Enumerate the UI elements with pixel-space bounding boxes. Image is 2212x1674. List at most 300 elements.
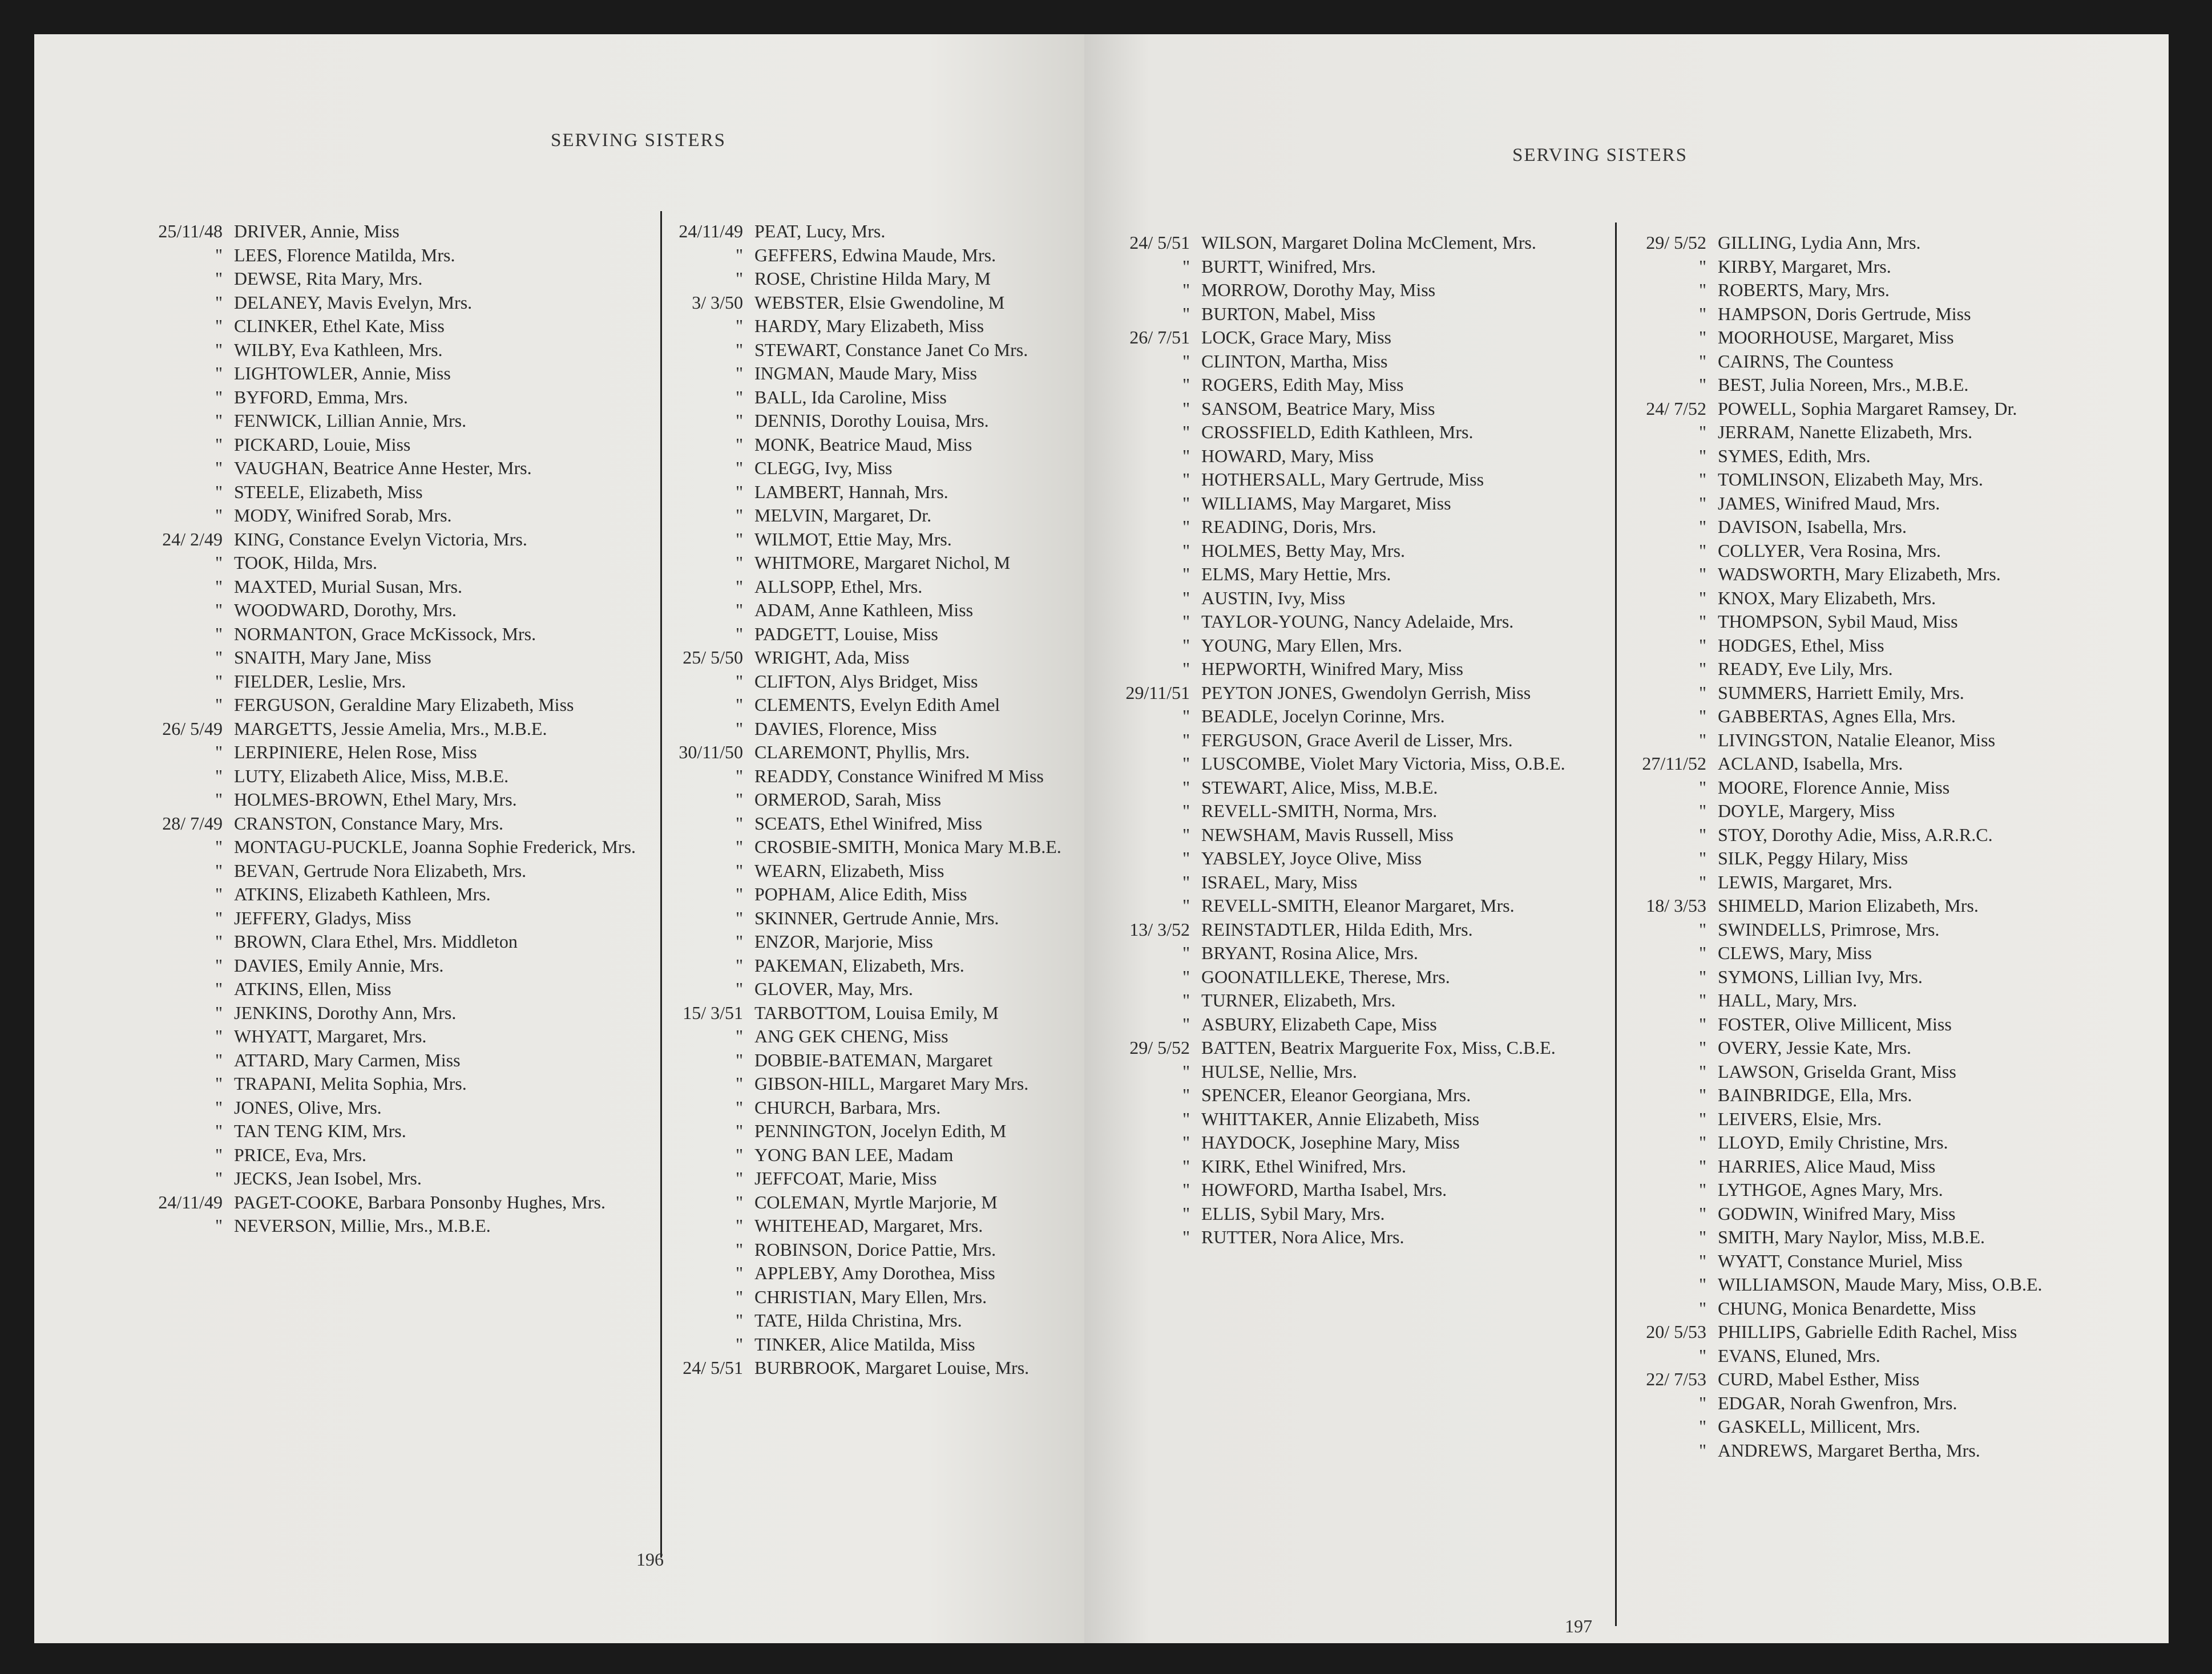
list-item [646,812,1084,836]
entry-date: " [1698,1037,1706,1058]
entry-name: JEFFERY, Gladys, Miss [234,907,411,928]
entry-name: BAINBRIDGE, Ella, Mrs. [1718,1085,1912,1105]
entry-date: 24/ 7/52 [1646,398,1706,419]
entry-date: " [735,955,743,976]
entry-name: RUTTER, Nora Alice, Mrs. [1201,1227,1404,1247]
list-item [1609,420,2163,444]
entry-name: PEAT, Lucy, Mrs. [754,221,886,241]
entry-date: " [735,600,743,620]
entry-name: TRAPANI, Melita Sophia, Mrs. [234,1073,467,1094]
list-item [126,599,691,622]
list-item [1093,1202,1624,1226]
entry-name: ENZOR, Marjorie, Miss [754,931,933,952]
entry-name: MOORHOUSE, Margaret, Miss [1718,327,1954,347]
entry-date: " [215,339,223,360]
list-item [1093,847,1624,871]
list-item [646,528,1084,552]
list-item [1609,752,2163,776]
entry-date: " [1182,469,1190,490]
list-item [1609,1107,2163,1131]
entry-date: 27/11/52 [1642,753,1706,774]
list-item [126,551,691,575]
entry-date: " [215,1073,223,1094]
entry-date: " [215,1215,223,1236]
entry-date: " [735,268,743,289]
entry-date: " [735,931,743,952]
entry-name: ROBINSON, Dorice Pattie, Mrs. [754,1239,996,1260]
list-item [1093,1083,1624,1107]
entry-name: CROSSFIELD, Edith Kathleen, Mrs. [1201,422,1474,442]
entry-date: " [735,836,743,857]
entry-date: " [215,884,223,904]
entry-date: " [1698,469,1706,490]
entry-name: GOONATILLEKE, Therese, Mrs. [1201,966,1450,987]
list-item [1609,1392,2163,1416]
entry-date: " [1182,800,1190,821]
entry-date: " [215,458,223,478]
entry-date: " [215,434,223,455]
list-item [1609,847,2163,871]
list-item [126,1143,691,1167]
entry-date: " [1698,706,1706,726]
entry-date: " [215,386,223,407]
list-item [1093,657,1624,681]
entry-name: COLLYER, Vera Rosina, Mrs. [1718,540,1941,561]
list-item [1093,776,1624,800]
list-item [1093,1178,1624,1202]
entry-date: " [735,884,743,904]
list-item [646,314,1084,338]
entry-date: " [1698,658,1706,679]
entry-name: GASKELL, Millicent, Mrs. [1718,1416,1920,1437]
entry-name: HAYDOCK, Josephine Mary, Miss [1201,1132,1460,1153]
entry-name: GABBERTAS, Agnes Ella, Mrs. [1718,706,1956,726]
entry-date: 20/ 5/53 [1646,1321,1706,1342]
entry-date: " [215,931,223,952]
entry-date: " [215,410,223,431]
entry-date: " [1182,303,1190,324]
entry-name: JENKINS, Dorothy Ann, Mrs. [234,1002,457,1023]
entry-name: MARGETTS, Jessie Amelia, Mrs., M.B.E. [234,718,547,739]
entry-name: PHILLIPS, Gabrielle Edith Rachel, Miss [1718,1321,2017,1342]
entry-name: READING, Doris, Mrs. [1201,516,1377,537]
list-item [1609,255,2163,279]
entry-name: LAMBERT, Hannah, Mrs. [754,481,948,502]
list-item [646,433,1084,457]
entry-name: TINKER, Alice Matilda, Miss [754,1333,975,1354]
list-item [1609,1344,2163,1368]
entry-date: " [1698,422,1706,442]
entry-name: LERPINIERE, Helen Rose, Miss [234,742,477,762]
list-item [1093,515,1624,539]
list-item [1093,1036,1624,1060]
list-item [126,765,691,789]
entry-name: COLEMAN, Myrtle Marjorie, M [754,1191,998,1212]
entry-name: STEWART, Alice, Miss, M.B.E. [1201,777,1438,798]
list-item [646,1096,1084,1120]
entry-name: SUMMERS, Harriett Emily, Mrs. [1718,682,1964,703]
entry-date: " [735,907,743,928]
entry-name: CLINTON, Martha, Miss [1201,350,1388,371]
list-item [1609,231,2163,255]
entry-name: PAGET-COOKE, Barbara Ponsonby Hughes, Mrs. [234,1191,606,1212]
entry-date: " [735,1310,743,1331]
entry-date: " [1182,374,1190,395]
list-item [1093,941,1624,965]
list-item [1609,1202,2163,1226]
entry-date: " [1698,800,1706,821]
list-item [1609,1250,2163,1273]
entry-date: " [1182,966,1190,987]
entry-name: JECKS, Jean Isobel, Mrs. [234,1168,422,1188]
list-item [1609,657,2163,681]
entry-name: REVELL-SMITH, Eleanor Margaret, Mrs. [1201,895,1515,916]
entry-date: " [735,1121,743,1141]
entry-name: FOSTER, Olive Millicent, Miss [1718,1013,1952,1034]
list-item [1609,1131,2163,1155]
entry-date: " [1182,871,1190,892]
list-item [1093,681,1624,705]
list-item [1609,444,2163,468]
list-item [126,1191,691,1215]
entry-name: POPHAM, Alice Edith, Miss [754,884,967,904]
entry-name: REVELL-SMITH, Norma, Mrs. [1201,800,1438,821]
list-item [646,1238,1084,1262]
entry-name: OVERY, Jessie Kate, Mrs. [1718,1037,1911,1058]
list-item [1093,444,1624,468]
entry-date: " [215,505,223,525]
entry-name: MELVIN, Margaret, Dr. [754,505,932,525]
entry-date: " [1698,564,1706,584]
entry-date: " [735,812,743,834]
list-item [1093,350,1624,374]
entry-name: WILBY, Eva Kathleen, Mrs. [234,339,443,360]
entry-name: DRIVER, Annie, Miss [234,221,399,241]
list-item [126,504,691,528]
entry-date: " [735,481,743,502]
entry-date: " [1698,1108,1706,1129]
list-item [646,1025,1084,1049]
entry-date: " [1182,1108,1190,1129]
entry-name: CRANSTON, Constance Mary, Mrs. [234,812,503,834]
list-item [1609,278,2163,302]
list-item [1609,492,2163,516]
entry-date: " [1698,1440,1706,1461]
entry-date: " [1698,966,1706,987]
list-item [1093,965,1624,989]
list-item [646,1309,1084,1333]
entry-name: WRIGHT, Ada, Miss [754,647,910,668]
entry-date: " [1698,280,1706,300]
list-item [1609,563,2163,587]
entry-name: DELANEY, Mavis Evelyn, Mrs. [234,292,473,313]
entry-name: GODWIN, Winifred Mary, Miss [1718,1203,1956,1224]
entry-name: INGMAN, Maude Mary, Miss [754,363,977,383]
entry-date: " [1182,943,1190,963]
list-item [1609,515,2163,539]
entry-date: " [215,907,223,928]
entry-name: AUSTIN, Ivy, Miss [1201,587,1346,608]
entry-name: ATKINS, Ellen, Miss [234,978,391,999]
list-item [126,1072,691,1096]
entry-name: LOCK, Grace Mary, Miss [1201,327,1391,347]
entry-name: ASBURY, Elizabeth Cape, Miss [1201,1013,1437,1034]
entry-date: 18/ 3/53 [1646,895,1706,916]
entry-date: " [215,860,223,881]
entry-name: NEWSHAM, Mavis Russell, Miss [1201,824,1454,845]
list-item [646,1333,1084,1357]
entry-date: " [1182,540,1190,561]
list-item [646,220,1084,244]
list-item [1609,1368,2163,1392]
entry-date: 24/11/49 [158,1191,223,1212]
list-item [126,812,691,836]
entry-name: TATE, Hilda Christina, Mrs. [754,1310,962,1331]
list-item [1093,610,1624,634]
entry-date: " [1698,1250,1706,1271]
entry-name: FENWICK, Lillian Annie, Mrs. [234,410,467,431]
entry-date: " [1698,990,1706,1010]
list-item [126,220,691,244]
entry-name: LEES, Florence Matilda, Mrs. [234,244,455,265]
entry-date: " [1698,1061,1706,1082]
entry-date: " [735,552,743,573]
list-item [1093,1226,1624,1250]
list-item [126,1025,691,1049]
entry-name: CHUNG, Monica Benardette, Miss [1718,1297,1976,1319]
entry-date: " [735,434,743,455]
entry-date: " [1182,1013,1190,1034]
entry-date: " [215,1049,223,1070]
list-item [646,575,1084,599]
entry-date: " [215,789,223,810]
entry-name: BEST, Julia Noreen, Mrs., M.B.E. [1718,374,1969,395]
entry-name: GEFFERS, Edwina Maude, Mrs. [754,244,996,265]
list-item [126,409,691,433]
list-item [646,456,1084,480]
list-item [646,267,1084,291]
entry-name: ROBERTS, Mary, Mrs. [1718,280,1890,300]
list-item [1093,468,1624,492]
entry-date: " [1182,1203,1190,1224]
entry-name: LYTHGOE, Agnes Mary, Mrs. [1718,1179,1943,1200]
entries-column [126,220,691,1552]
entry-date: " [1698,540,1706,561]
entry-date: " [1182,658,1190,679]
entry-name: PAKEMAN, Elizabeth, Mrs. [754,955,964,976]
entry-name: HULSE, Nellie, Mrs. [1201,1061,1357,1082]
entry-date: " [735,410,743,431]
list-item [646,386,1084,410]
list-item [1609,587,2163,610]
list-item [1093,1060,1624,1084]
entry-date: " [735,1191,743,1212]
list-item [646,1191,1084,1215]
entry-date: " [735,694,743,715]
entry-name: WEARN, Elizabeth, Miss [754,860,944,881]
entry-name: CLEWS, Mary, Miss [1718,943,1872,963]
entry-date: 29/ 5/52 [1129,1037,1190,1058]
entry-name: SKINNER, Gertrude Annie, Mrs. [754,907,999,928]
entry-name: BURBROOK, Margaret Louise, Mrs. [754,1357,1030,1378]
list-item [1609,918,2163,942]
list-item [126,480,691,504]
list-item [1609,468,2163,492]
list-item [126,835,691,859]
entry-date: " [1698,1274,1706,1295]
entry-name: HEPWORTH, Winifred Mary, Miss [1201,658,1463,679]
entry-date: " [215,1097,223,1118]
entry-name: VAUGHAN, Beatrice Anne Hester, Mrs. [234,458,532,478]
entry-name: CLIFTON, Alys Bridget, Miss [754,670,978,692]
entry-date: " [215,765,223,786]
list-item [126,291,691,315]
entry-date: " [1182,848,1190,868]
list-item [1093,1013,1624,1037]
list-item [646,1214,1084,1238]
entry-name: ALLSOPP, Ethel, Mrs. [754,576,923,597]
entry-date: " [1182,1085,1190,1105]
entry-name: SPENCER, Eleanor Georgiana, Mrs. [1201,1085,1471,1105]
entry-name: PENNINGTON, Jocelyn Edith, M [754,1121,1007,1141]
list-item [126,575,691,599]
list-item [1093,278,1624,302]
list-item [126,717,691,741]
entry-name: WHITMORE, Margaret Nichol, M [754,552,1011,573]
entry-date: " [215,1002,223,1023]
list-item [126,1096,691,1120]
entry-date: " [1182,516,1190,537]
list-item [646,977,1084,1001]
list-item [1609,397,2163,421]
entry-date: " [215,481,223,502]
list-item [1093,326,1624,350]
entry-name: MOORE, Florence Annie, Miss [1718,777,1950,798]
list-item [646,1356,1084,1380]
list-item [126,362,691,386]
entry-name: HOTHERSALL, Mary Gertrude, Miss [1201,469,1484,490]
entry-date: " [215,647,223,668]
entry-date: " [1698,1155,1706,1176]
entry-date: " [215,552,223,573]
entry-name: WHITEHEAD, Margaret, Mrs. [754,1215,983,1236]
entry-name: PADGETT, Louise, Miss [754,623,938,644]
entry-date: 26/ 5/49 [162,718,223,739]
list-item [1093,1131,1624,1155]
entry-date: " [1698,256,1706,277]
list-item [1609,776,2163,800]
list-item [1609,1439,2163,1463]
list-item [646,480,1084,504]
entry-date: " [735,528,743,549]
entry-date: " [215,244,223,265]
entry-date: " [1698,682,1706,703]
entry-date: 26/ 7/51 [1129,327,1190,347]
entry-date: " [735,316,743,336]
entry-date: 13/ 3/52 [1129,919,1190,940]
entry-name: WILSON, Margaret Dolina McClement, Mrs. [1201,232,1536,253]
list-item [646,1001,1084,1025]
entry-name: HOWFORD, Martha Isabel, Mrs. [1201,1179,1447,1200]
list-item [1093,397,1624,421]
entry-date: " [735,1168,743,1188]
list-item [646,835,1084,859]
entry-date: " [735,1263,743,1283]
running-head: SERVING SISTERS [1512,145,1688,165]
list-item [1609,610,2163,634]
entry-name: WYATT, Constance Muriel, Miss [1718,1250,1963,1271]
entry-name: ELLIS, Sybil Mary, Mrs. [1201,1203,1385,1224]
list-item [646,788,1084,812]
entry-name: KIRK, Ethel Winifred, Mrs. [1201,1155,1406,1176]
entry-name: LEIVERS, Elsie, Mrs. [1718,1108,1882,1129]
entry-date: " [735,386,743,407]
entry-name: CAIRNS, The Countess [1718,350,1894,371]
list-item [1609,871,2163,895]
entry-name: EDGAR, Norah Gwenfron, Mrs. [1718,1392,1957,1413]
list-item [646,765,1084,789]
entry-name: LLOYD, Emily Christine, Mrs. [1718,1132,1948,1153]
entry-name: SCEATS, Ethel Winifred, Miss [754,812,983,834]
list-item [1609,799,2163,823]
entry-date: " [1698,1392,1706,1413]
list-item [126,954,691,978]
entry-name: BEVAN, Gertrude Nora Elizabeth, Mrs. [234,860,527,881]
entry-date: " [735,1097,743,1118]
entry-name: TOOK, Hilda, Mrs. [234,552,377,573]
list-item [646,362,1084,386]
entries-column [1093,231,1624,1629]
entry-name: SMITH, Mary Naylor, Miss, M.B.E. [1718,1227,1985,1247]
entry-date: " [735,363,743,383]
entry-date: " [1698,777,1706,798]
list-item [1093,539,1624,563]
entry-date: " [1698,943,1706,963]
entry-name: ROGERS, Edith May, Miss [1201,374,1404,395]
list-item [646,883,1084,907]
entry-name: MONK, Beatrice Maud, Miss [754,434,972,455]
entry-name: GLOVER, May, Mrs. [754,978,913,999]
list-item [126,1001,691,1025]
entry-name: MORROW, Dorothy May, Miss [1201,280,1436,300]
entry-name: WHITTAKER, Annie Elizabeth, Miss [1201,1108,1480,1129]
list-item [1609,350,2163,374]
list-item [1093,1155,1624,1179]
entry-name: REINSTADTLER, Hilda Edith, Mrs. [1201,919,1473,940]
list-item [1609,823,2163,847]
entry-date: " [1698,327,1706,347]
entry-name: SYMES, Edith, Mrs. [1718,445,1871,466]
entry-date: 15/ 3/51 [683,1002,743,1023]
entry-date: " [1182,398,1190,419]
list-item [646,1143,1084,1167]
entry-name: SHIMELD, Marion Elizabeth, Mrs. [1718,895,1979,916]
entry-name: CHRISTIAN, Mary Ellen, Mrs. [754,1286,987,1307]
list-item [1609,1297,2163,1321]
entry-name: MAXTED, Murial Susan, Mrs. [234,576,462,597]
entry-date: " [735,978,743,999]
entry-date: " [1182,1227,1190,1247]
entry-date: " [1698,1179,1706,1200]
entry-name: FERGUSON, Geraldine Mary Elizabeth, Miss [234,694,574,715]
entry-name: POWELL, Sophia Margaret Ramsey, Dr. [1718,398,2017,419]
list-item [126,646,691,670]
list-item [646,646,1084,670]
entry-name: CROSBIE-SMITH, Monica Mary M.B.E. [754,836,1061,857]
entry-name: STEELE, Elizabeth, Miss [234,481,423,502]
list-item [646,717,1084,741]
list-item [126,977,691,1001]
